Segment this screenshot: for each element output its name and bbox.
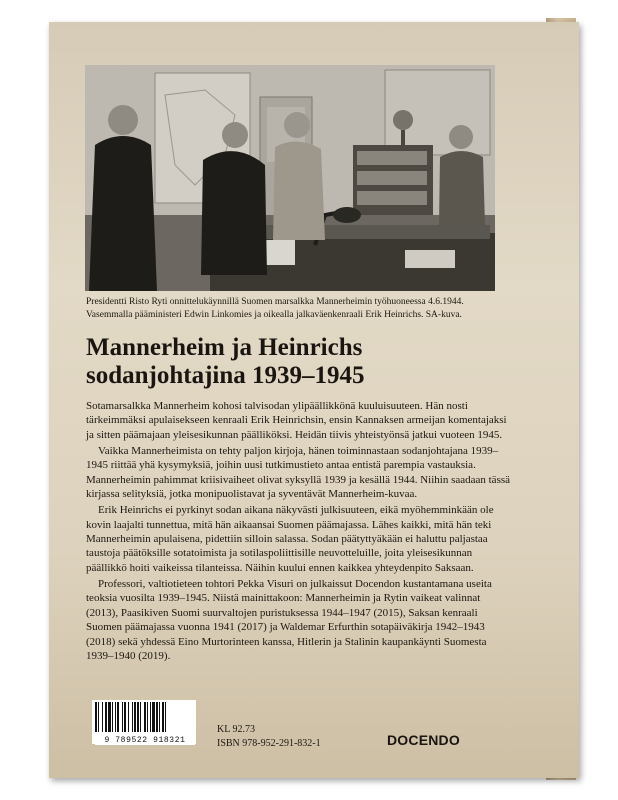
title-line-2: sodanjohtajina 1939–1945 <box>86 362 365 389</box>
catalog-info <box>217 723 321 751</box>
blurb-paragraph-2: Vaikka Mannerheimista on tehty paljon kirjoja, hänen toiminnastaan sodanjohtajana 1939–1945 riittää yhä kysymyksiä, joihin uusi tutkimustieto antaa entistä parempia vastauksia. Mannerheimin pahimmat kriisivaiheet olivat syksyllä 1939 ja kesällä 1944. Niihin saadaan tässä kirjassa selityksiä, jotka monipuolistavat ja syventävät Mannerheim-kuvaa. <box>86 445 511 501</box>
cover-photo <box>85 65 495 291</box>
caption-line-2: Vasemmalla pääministeri Edwin Linkomies ja oikealla jalkaväenkenraali Erik Heinrichs. SA-kuva. <box>86 310 462 320</box>
barcode-digits: 9 789522 918321 <box>95 736 195 745</box>
book-title <box>86 334 516 390</box>
title-line-1: Mannerheim ja Heinrichs <box>86 334 363 361</box>
publisher-logo: DOCENDO <box>387 732 460 748</box>
blurb-paragraph-1: Sotamarsalkka Mannerheim kohosi talvisodan ylipäällikkönä kuuluisuuteen. Hän nosti tärkeimmäksi apulaisekseen kenraali Erik Heinrichsin, ensin Kannaksen armeijan komentajaksi ja sitten päämajaan yleisesikunnan päälliköksi. Heidän tiivis yhteistyönsä jatkui vuoteen 1945. <box>86 400 507 441</box>
kl-classification: KL 92.73 <box>217 724 255 735</box>
blurb-text <box>86 399 511 665</box>
photo-caption <box>86 296 506 322</box>
isbn: ISBN 978-952-291-832-1 <box>217 738 321 749</box>
caption-line-1: Presidentti Risto Ryti onnittelukäynnillä Suomen marsalkka Mannerheimin työhuoneessa 4.6.1944. <box>86 297 464 307</box>
office-scene-illustration <box>85 65 495 291</box>
barcode-bars <box>92 700 196 734</box>
blurb-paragraph-4: Professori, valtiotieteen tohtori Pekka Visuri on julkaissut Docendon kustantamana useita teoksia vuosilta 1939–1945. Niistä mainittakoon: Mannerheimin ja Rytin vaikeat valinnat (2013), Paasikiven Suomi suurvaltojen puristuksessa 1944–1947 (2015), Saksan kenraali Suomen päämajassa vuonna 1941 (2017) ja Waldemar Erfurthin sotapäiväkirja 1942–1943 (2018) sekä yhdessä Eino Murtorinteen kanssa, Hitlerin ja Stalinin kaupankäynti Suomesta 1939–1940 (2019). <box>86 578 492 662</box>
blurb-paragraph-3: Erik Heinrichs ei pyrkinyt sodan aikana näkyvästi julkisuuteen, eikä myöhemminkään ole kovin laajalti tunnettua, mitä hän aikaansai Suomen päämajassa. Lähes kaikki, mitä hän teki Mannerheimin apulaisena, pidettiin silloin salassa. Sodan päätyttyäkään ei haluttu paljastaa taustoja päätöksille sotatoimista ja sotilaspoliittisille neuvotteluille, joita yleisesikunnan päällikkö hoiti vaikeissa tilanteissa. Näihin kuului ennen kaikkea yhteydenpito Saksaan. <box>86 504 494 574</box>
